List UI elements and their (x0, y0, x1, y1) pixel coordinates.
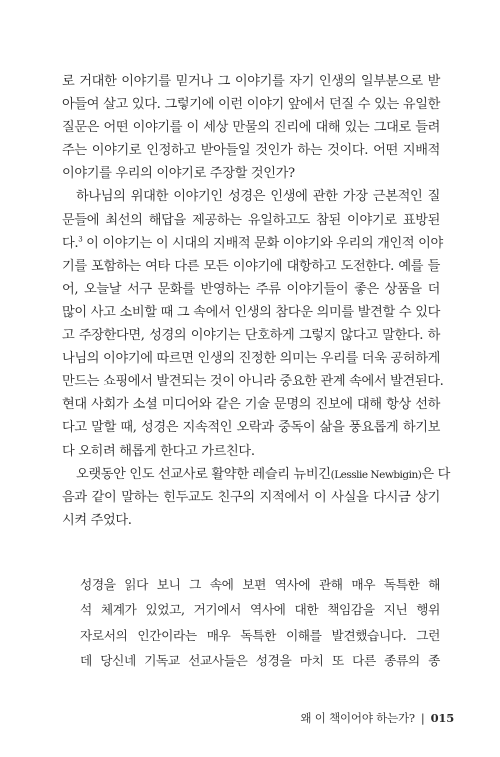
quote-line: 성경을 읽다 보니 그 속에 보편 역사에 관해 매우 독특한 해 (80, 577, 440, 592)
text-fragment: 은 다 (421, 466, 450, 482)
text-line: 로 거대한 이야기를 믿거나 그 이야기를 자기 인생의 일부분으로 받 (62, 74, 440, 89)
text-line: 많이 사고 소비할 때 그 속에서 인생의 참다운 의미를 발견할 수 있다 (62, 304, 440, 320)
text-line: 현대 사회가 소셜 미디어와 같은 기술 문명의 진보에 대해 항상 선하 (62, 397, 440, 413)
text-line: 이야기를 우리의 이야기로 주장할 것인가? (62, 166, 295, 182)
text-fragment: 오랫동안 인도 선교사로 활약한 레슬리 뉴비긴 (76, 466, 331, 482)
text-line: 다 오히려 해롭게 한다고 가르친다. (62, 443, 255, 459)
english-name: (Lesslie Newbigin) (330, 468, 422, 481)
footer-separator: | (420, 711, 425, 725)
text-line: 고 주장한다면, 성경의 이야기는 단호하게 그렇지 않다고 말한다. 하 (62, 328, 440, 344)
text-line: 기를 포함하는 여타 다른 모든 이야기에 대항하고 도전한다. 예를 들 (62, 258, 440, 274)
text-line: 음과 같이 말하는 힌두교도 친구의 지적에서 이 사실을 다시금 상기 (62, 489, 440, 505)
text-line (62, 232, 443, 255)
footnote-marker: 3 (78, 235, 83, 244)
text-line: 만드는 쇼핑에서 발견되는 것이 아니라 중요한 관계 속에서 발견된다. (62, 374, 444, 390)
text-line (62, 463, 450, 486)
text-line: 어, 오늘날 서구 문화를 반영하는 주류 이야기들이 좋은 상품을 더 (62, 281, 440, 297)
text-line: 다고 말할 때, 성경은 지속적인 오락과 중독이 삶을 풍요롭게 하기보 (62, 420, 440, 436)
body-text (62, 70, 450, 532)
text-fragment: 이 이야기는 이 시대의 지배적 문화 이야기와 우리의 개인적 이야 (82, 235, 443, 251)
quote-line: 데 당신네 기독교 선교사들은 성경을 마치 또 다른 종류의 종 (80, 653, 440, 669)
text-line: 아들여 살고 있다. 그렇기에 이런 이야기 앞에서 던질 수 있는 유일한 (62, 97, 440, 113)
text-line: 하나님의 위대한 이야기인 성경은 인생에 관한 가장 근본적인 질 (76, 189, 440, 205)
text-line: 나님의 이야기에 따르면 인생의 진정한 의미는 우리를 더욱 공허하게 (62, 351, 440, 367)
running-title: 왜 이 책이어야 하는가? (300, 711, 415, 725)
block-quote (80, 572, 440, 674)
text-line: 질문은 어떤 이야기를 이 세상 만물의 진리에 대해 있는 그대로 들려 (62, 120, 440, 136)
text-line: 시켜 주었다. (62, 512, 132, 528)
text-line: 문들에 최선의 해답을 제공하는 유일하고도 참된 이야기로 표방된 (62, 212, 440, 228)
page-number: 015 (430, 711, 454, 725)
text-fragment: 다. (62, 235, 79, 251)
quote-line: 석 체계가 있었고, 거기에서 역사에 대한 책임감을 지닌 행위 (80, 602, 440, 618)
quote-line: 자로서의 인간이라는 매우 독특한 이해를 발견했습니다. 그런 (80, 627, 440, 643)
text-line: 주는 이야기로 인정하고 받아들일 것인가 하는 것이다. 어떤 지배적 (62, 143, 440, 159)
page-footer (300, 710, 454, 726)
